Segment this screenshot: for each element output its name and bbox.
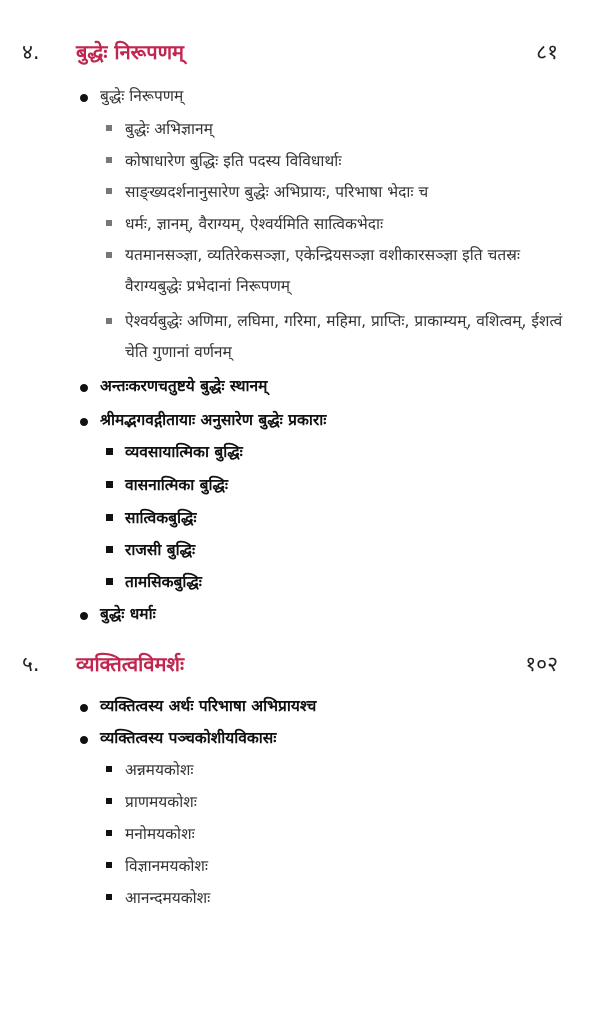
chapter-title: बुद्धेः निरूपणम् (76, 40, 185, 64)
toc-subentry-text: व्यवसायात्मिका बुद्धिः (125, 443, 243, 461)
toc-entry-text: बुद्धेः धर्माः (100, 605, 156, 623)
toc-subentry-text: विज्ञानमयकोशः (125, 857, 209, 875)
toc-entry-text: अन्तःकरणचतुष्टये बुद्धेः स्थानम् (100, 377, 268, 395)
bullet-dot-icon (80, 612, 88, 620)
chapter-number: ५. (22, 652, 40, 676)
toc-subentry-text: धर्मः, ज्ञानम्, वैराग्यम्, ऐश्वर्यमिति सात्विकभेदाः (125, 215, 384, 233)
toc-entry-text: श्रीमद्भगवद्गीतायाः अनुसारेण बुद्धेः प्रकाराः (100, 411, 327, 429)
bullet-square-icon (106, 862, 112, 868)
toc-subentry-text: आनन्दमयकोशः (125, 889, 211, 907)
toc-subentry-text: कोषाधारेण बुद्धिः इति पदस्य विविधार्थाः (125, 152, 342, 170)
chapter-title: व्यक्तित्वविमर्शः (76, 652, 185, 676)
bullet-square-icon (106, 766, 112, 772)
chapter-page-number: ८१ (536, 40, 558, 64)
bullet-square-icon (106, 830, 112, 836)
bullet-square-icon (106, 514, 113, 521)
chapter-page-number: १०२ (525, 652, 558, 676)
bullet-square-icon (106, 894, 112, 900)
toc-subentry-text: तामसिकबुद्धिः (125, 573, 202, 591)
toc-subentry-text: राजसी बुद्धिः (125, 541, 196, 559)
bullet-square-icon (106, 798, 112, 804)
bullet-square-icon (106, 125, 112, 131)
toc-entry-text: व्यक्तित्वस्य अर्थः परिभाषा अभिप्रायश्च (100, 697, 317, 715)
chapter-5-heading (0, 650, 600, 684)
toc-subentry-text: सात्विकबुद्धिः (125, 509, 197, 527)
chapter-4-heading (0, 38, 600, 72)
toc-subentry-text: बुद्धेः अभिज्ञानम् (125, 120, 213, 138)
toc-subentry-text: अन्नमयकोशः (125, 761, 194, 779)
bullet-square-icon (106, 546, 113, 553)
toc-subentry-text: साङ्ख्यदर्शनानुसारेण बुद्धेः अभिप्रायः, परिभाषा भेदाः च (125, 183, 429, 201)
toc-subentry-text: ऐश्वर्यबुद्धेः अणिमा, लघिमा, गरिमा, महिमा, प्राप्तिः, प्राकाम्यम्, वशित्वम्, ईशत्वं चेति गुणानां वर्णनम् (125, 312, 563, 361)
bullet-square-icon (106, 318, 112, 324)
toc-subentry-text: यतमानसञ्ज्ञा, व्यतिरेकसञ्ज्ञा, एकेन्द्रियसञ्ज्ञा वशीकारसञ्ज्ञा इति चतस्रः वैराग्यबुद्धेः प्रभेदानां निरूपणम् (125, 246, 520, 295)
bullet-square-icon (106, 157, 112, 163)
toc-subentry-text: प्राणमयकोशः (125, 793, 197, 811)
bullet-dot-icon (80, 704, 88, 712)
bullet-square-icon (106, 578, 113, 585)
toc-entry-text: व्यक्तित्वस्य पञ्चकोशीयविकासः (100, 729, 277, 747)
bullet-square-icon (106, 481, 113, 488)
bullet-dot-icon (80, 418, 88, 426)
bullet-square-icon (106, 220, 112, 226)
bullet-square-icon (106, 252, 112, 258)
bullet-dot-icon (80, 384, 88, 392)
toc-entry-text: बुद्धेः निरूपणम् (100, 87, 184, 105)
toc-subentry-text: वासनात्मिका बुद्धिः (125, 476, 229, 494)
chapter-number: ४. (22, 40, 40, 64)
bullet-square-icon (106, 188, 112, 194)
bullet-dot-icon (80, 736, 88, 744)
bullet-square-icon (106, 448, 113, 455)
toc-subentry-text: मनोमयकोशः (125, 825, 195, 843)
bullet-dot-icon (80, 94, 88, 102)
